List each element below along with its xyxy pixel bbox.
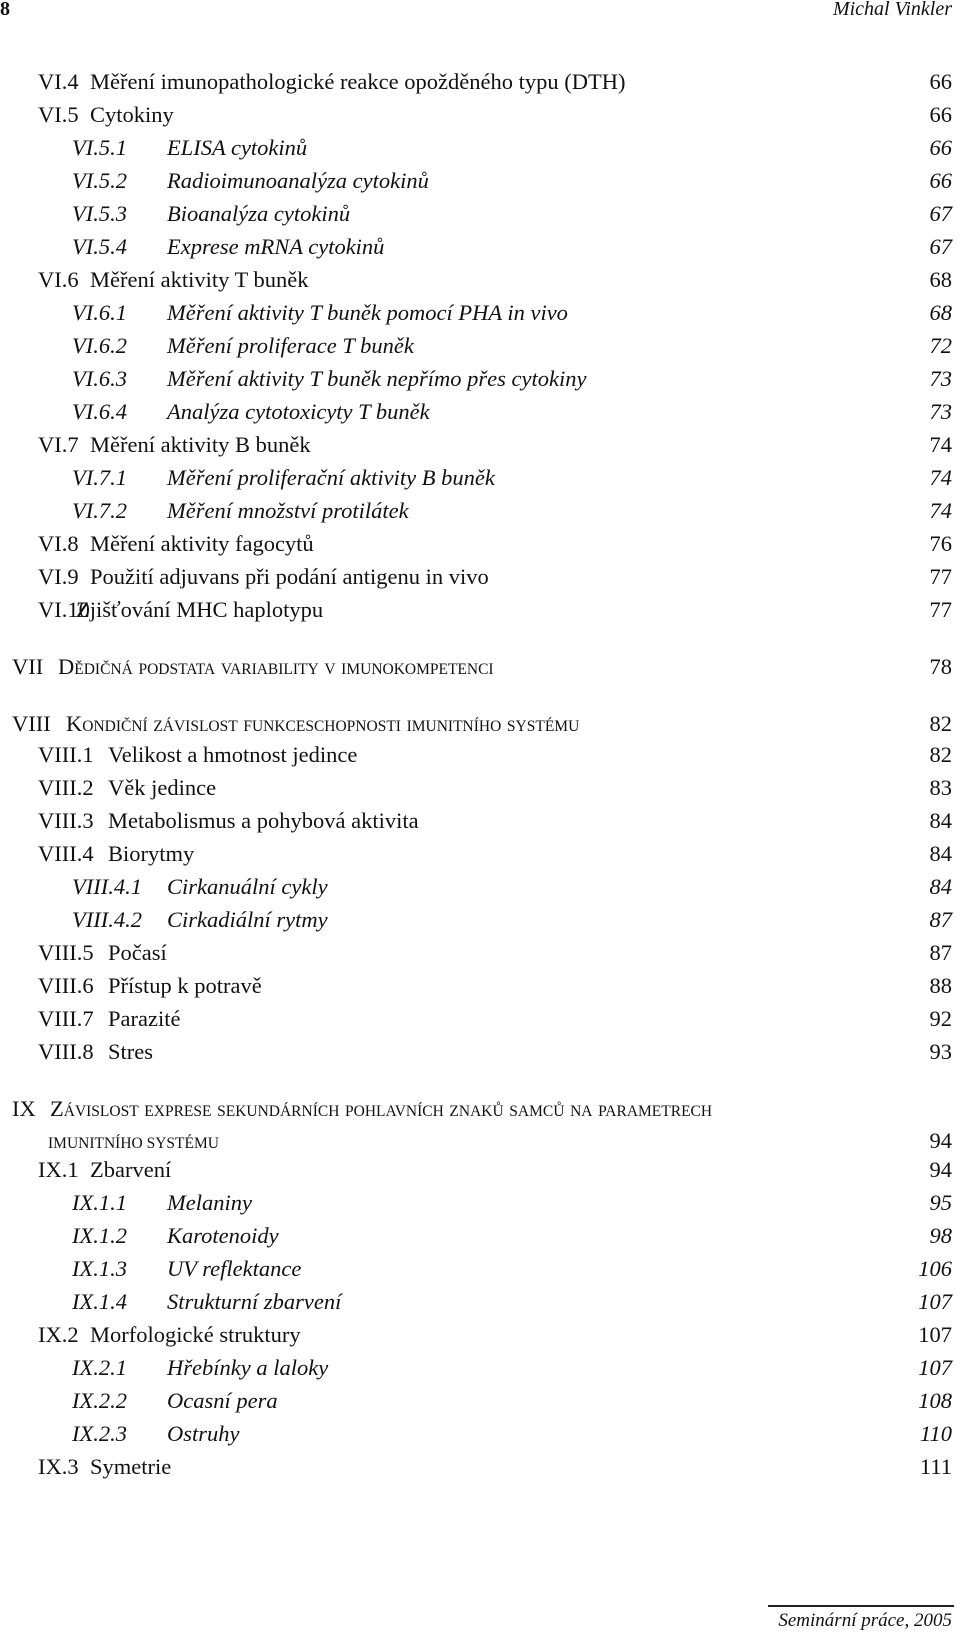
entry-number: VI.8 — [38, 531, 79, 556]
running-header-author: Michal Vinkler — [832, 0, 952, 20]
entry-page-number: 88 — [929, 973, 952, 998]
entry-title: UV reflektance — [167, 1256, 302, 1281]
entry-title: Ocasní pera — [167, 1388, 278, 1413]
toc-subsection-entry[interactable] — [0, 1353, 960, 1383]
toc-subsection-entry[interactable] — [0, 905, 960, 935]
toc-section-entry[interactable] — [0, 1037, 960, 1067]
entry-page-number: 66 — [929, 168, 952, 193]
entry-page-number: 66 — [929, 102, 952, 127]
entry-title: Parazité — [108, 1006, 181, 1031]
entry-number: VI.5 — [38, 102, 79, 127]
entry-page-number: 68 — [929, 300, 952, 325]
entry-page-number: 107 — [918, 1322, 952, 1347]
entry-title: ELISA cytokinů — [167, 135, 308, 160]
entry-number: VIII.2 — [38, 775, 94, 800]
entry-page-number: 82 — [929, 711, 952, 736]
entry-title: Metabolismus a pohybová aktivita — [108, 808, 419, 833]
entry-title: Věk jedince — [108, 775, 217, 800]
entry-title: Cirkadiální rytmy — [167, 907, 328, 932]
toc-section-entry[interactable] — [0, 1452, 960, 1482]
toc-section-entry[interactable] — [0, 265, 960, 295]
entry-title: Morfologické struktury — [90, 1322, 301, 1347]
entry-number: IX.2.1 — [72, 1355, 127, 1380]
entry-number: IX.2.3 — [72, 1421, 127, 1446]
entry-title: Měření aktivity fagocytů — [90, 531, 314, 556]
entry-title: Karotenoidy — [167, 1223, 279, 1248]
entry-page-number: 72 — [929, 333, 952, 358]
toc-subsection-entry[interactable] — [0, 1221, 960, 1251]
entry-number: VI.5.1 — [72, 135, 127, 160]
entry-page-number: 110 — [919, 1421, 952, 1446]
toc-section-entry[interactable] — [0, 773, 960, 803]
toc-section-entry[interactable] — [0, 1320, 960, 1350]
entry-title: Hřebínky a laloky — [167, 1355, 329, 1380]
entry-page-number: 94 — [929, 1128, 952, 1153]
entry-page-number: 84 — [929, 841, 952, 866]
entry-page-number: 68 — [929, 267, 952, 292]
entry-number: VIII.4.1 — [72, 874, 142, 899]
entry-title: Měření aktivity T buněk pomocí PHA in vivo — [167, 300, 568, 325]
entry-title: Cirkanuální cykly — [167, 874, 328, 899]
toc-subsection-entry[interactable] — [0, 331, 960, 361]
entry-page-number: 82 — [929, 742, 952, 767]
entry-number: VI.7.1 — [72, 465, 127, 490]
entry-title: Velikost a hmotnost jedince — [108, 742, 358, 767]
entry-number: IX — [12, 1096, 36, 1121]
entry-number: IX.1.2 — [72, 1223, 127, 1248]
toc-section-entry[interactable] — [0, 1155, 960, 1185]
entry-number: VIII.3 — [38, 808, 94, 833]
toc-subsection-entry[interactable] — [0, 1386, 960, 1416]
entry-title: Bioanalýza cytokinů — [167, 201, 351, 226]
entry-number: VIII.8 — [38, 1039, 94, 1064]
entry-title: Zjišťování MHC haplotypu — [76, 597, 324, 622]
toc-section-entry[interactable] — [0, 430, 960, 460]
entry-page-number: 108 — [918, 1388, 952, 1413]
entry-title: Použití adjuvans při podání antigenu in vivo — [90, 564, 489, 589]
entry-page-number: 77 — [929, 597, 952, 622]
toc-chapter-entry[interactable] — [0, 652, 960, 682]
entry-title: Cytokiny — [90, 102, 174, 127]
entry-number: VI.5.4 — [72, 234, 127, 259]
entry-title: Měření aktivity T buněk — [90, 267, 309, 292]
entry-page-number: 92 — [929, 1006, 952, 1031]
entry-title: Měření aktivity T buněk nepřímo přes cytokiny — [167, 366, 587, 391]
entry-title: Měření imunopathologické reakce opožděného typu (DTH) — [90, 69, 626, 94]
entry-page-number: 87 — [929, 907, 952, 932]
entry-number: VIII.7 — [38, 1006, 94, 1031]
toc-chapter-entry[interactable] — [0, 1094, 960, 1124]
entry-page-number: 84 — [929, 808, 952, 833]
toc-section-entry[interactable] — [0, 740, 960, 770]
entry-page-number: 93 — [929, 1039, 952, 1064]
running-footer: Seminární práce, 2005 — [778, 1610, 952, 1631]
entry-title: Měření proliferační aktivity B buněk — [167, 465, 495, 490]
entry-page-number: 95 — [929, 1190, 952, 1215]
entry-page-number: 111 — [919, 1454, 952, 1479]
entry-title: Melaniny — [167, 1190, 252, 1215]
entry-title: Měření množství protilátek — [167, 498, 409, 523]
entry-page-number: 87 — [929, 940, 952, 965]
entry-number: VI.10 — [38, 597, 90, 622]
entry-page-number: 67 — [929, 201, 952, 226]
entry-title: Radioimunoanalýza cytokinů — [167, 168, 429, 193]
entry-number: IX.1.4 — [72, 1289, 127, 1314]
entry-title: Přístup k potravě — [108, 973, 262, 998]
entry-page-number: 107 — [918, 1355, 952, 1380]
entry-number: VI.7.2 — [72, 498, 127, 523]
toc-section-entry[interactable] — [0, 839, 960, 869]
entry-title: Analýza cytotoxicyty T buněk — [167, 399, 430, 424]
entry-number: VII — [12, 654, 44, 679]
entry-title: Zbarvení — [90, 1157, 172, 1182]
toc-subsection-entry[interactable] — [0, 133, 960, 163]
entry-page-number: 78 — [929, 654, 952, 679]
entry-number: VIII.4 — [38, 841, 94, 866]
entry-page-number: 74 — [929, 465, 952, 490]
entry-page-number: 83 — [929, 775, 952, 800]
entry-number: VI.6.3 — [72, 366, 127, 391]
entry-page-number: 84 — [929, 874, 952, 899]
toc-subsection-entry[interactable] — [0, 1419, 960, 1449]
entry-title: Biorytmy — [108, 841, 195, 866]
toc-section-entry[interactable] — [0, 806, 960, 836]
entry-title: Ostruhy — [167, 1421, 240, 1446]
entry-number: VI.6 — [38, 267, 79, 292]
entry-number: IX.1.3 — [72, 1256, 127, 1281]
entry-page-number: 67 — [929, 234, 952, 259]
page-number: 8 — [0, 0, 10, 20]
entry-number: VIII.4.2 — [72, 907, 142, 932]
entry-number: VI.6.1 — [72, 300, 127, 325]
entry-title: DĚDIČNÁ PODSTATA VARIABILITY V IMUNOKOMPETENCI — [58, 654, 494, 679]
toc-subsection-entry[interactable] — [0, 199, 960, 229]
toc-chapter-entry-continuation[interactable] — [0, 1126, 960, 1156]
entry-number: VI.7 — [38, 432, 79, 457]
entry-number: IX.2 — [38, 1322, 79, 1347]
entry-page-number: 66 — [929, 69, 952, 94]
toc-section-entry[interactable] — [0, 100, 960, 130]
entry-page-number: 66 — [929, 135, 952, 160]
entry-title: Strukturní zbarvení — [167, 1289, 342, 1314]
entry-number: VIII.5 — [38, 940, 94, 965]
toc-chapter-entry[interactable] — [0, 709, 960, 739]
entry-page-number: 106 — [918, 1256, 952, 1281]
entry-number: VI.5.2 — [72, 168, 127, 193]
entry-title: Stres — [108, 1039, 153, 1064]
toc-section-entry[interactable] — [0, 595, 960, 625]
toc-subsection-entry[interactable] — [0, 872, 960, 902]
entry-page-number: 94 — [929, 1157, 952, 1182]
entry-page-number: 107 — [918, 1289, 952, 1314]
entry-title: Měření aktivity B buněk — [90, 432, 311, 457]
toc-section-entry[interactable] — [0, 938, 960, 968]
entry-number: VIII.1 — [38, 742, 94, 767]
entry-number: VI.4 — [38, 69, 79, 94]
entry-page-number: 73 — [929, 366, 952, 391]
toc-subsection-entry[interactable] — [0, 1254, 960, 1284]
entry-number: VIII.6 — [38, 973, 94, 998]
toc-subsection-entry[interactable] — [0, 1188, 960, 1218]
toc-section-entry[interactable] — [0, 1004, 960, 1034]
entry-number: IX.3 — [38, 1454, 79, 1479]
entry-number: VI.5.3 — [72, 201, 127, 226]
entry-title: KONDIČNÍ ZÁVISLOST FUNKCESCHOPNOSTI IMUNITNÍHO SYSTÉMU — [66, 711, 580, 736]
entry-number: VI.9 — [38, 564, 79, 589]
entry-number: IX.1.1 — [72, 1190, 127, 1215]
entry-page-number: 73 — [929, 399, 952, 424]
entry-page-number: 74 — [929, 432, 952, 457]
footer-rule — [768, 1605, 954, 1607]
entry-number: IX.2.2 — [72, 1388, 127, 1413]
toc-subsection-entry[interactable] — [0, 463, 960, 493]
toc-subsection-entry[interactable] — [0, 1287, 960, 1317]
toc-subsection-entry[interactable] — [0, 364, 960, 394]
toc-subsection-entry[interactable] — [0, 298, 960, 328]
toc-section-entry[interactable] — [0, 971, 960, 1001]
toc-subsection-entry[interactable] — [0, 166, 960, 196]
toc-section-entry[interactable] — [0, 529, 960, 559]
toc-subsection-entry[interactable] — [0, 232, 960, 262]
entry-number: IX.1 — [38, 1157, 79, 1182]
entry-title-continuation: IMUNITNÍHO SYSTÉMU — [48, 1135, 219, 1152]
entry-page-number: 77 — [929, 564, 952, 589]
entry-page-number: 98 — [929, 1223, 952, 1248]
toc-section-entry[interactable] — [0, 67, 960, 97]
entry-title: Symetrie — [90, 1454, 172, 1479]
toc-section-entry[interactable] — [0, 562, 960, 592]
entry-page-number: 76 — [929, 531, 952, 556]
toc-subsection-entry[interactable] — [0, 397, 960, 427]
toc-subsection-entry[interactable] — [0, 496, 960, 526]
entry-title: ZÁVISLOST EXPRESE SEKUNDÁRNÍCH POHLAVNÍCH ZNAKŮ SAMCŮ NA PARAMETRECH — [50, 1096, 713, 1121]
entry-number: VI.6.2 — [72, 333, 127, 358]
entry-title: Exprese mRNA cytokinů — [167, 234, 385, 259]
entry-title: Počasí — [108, 940, 167, 965]
entry-number: VI.6.4 — [72, 399, 127, 424]
entry-title: Měření proliferace T buněk — [167, 333, 414, 358]
entry-page-number: 74 — [929, 498, 952, 523]
entry-number: VIII — [12, 711, 51, 736]
